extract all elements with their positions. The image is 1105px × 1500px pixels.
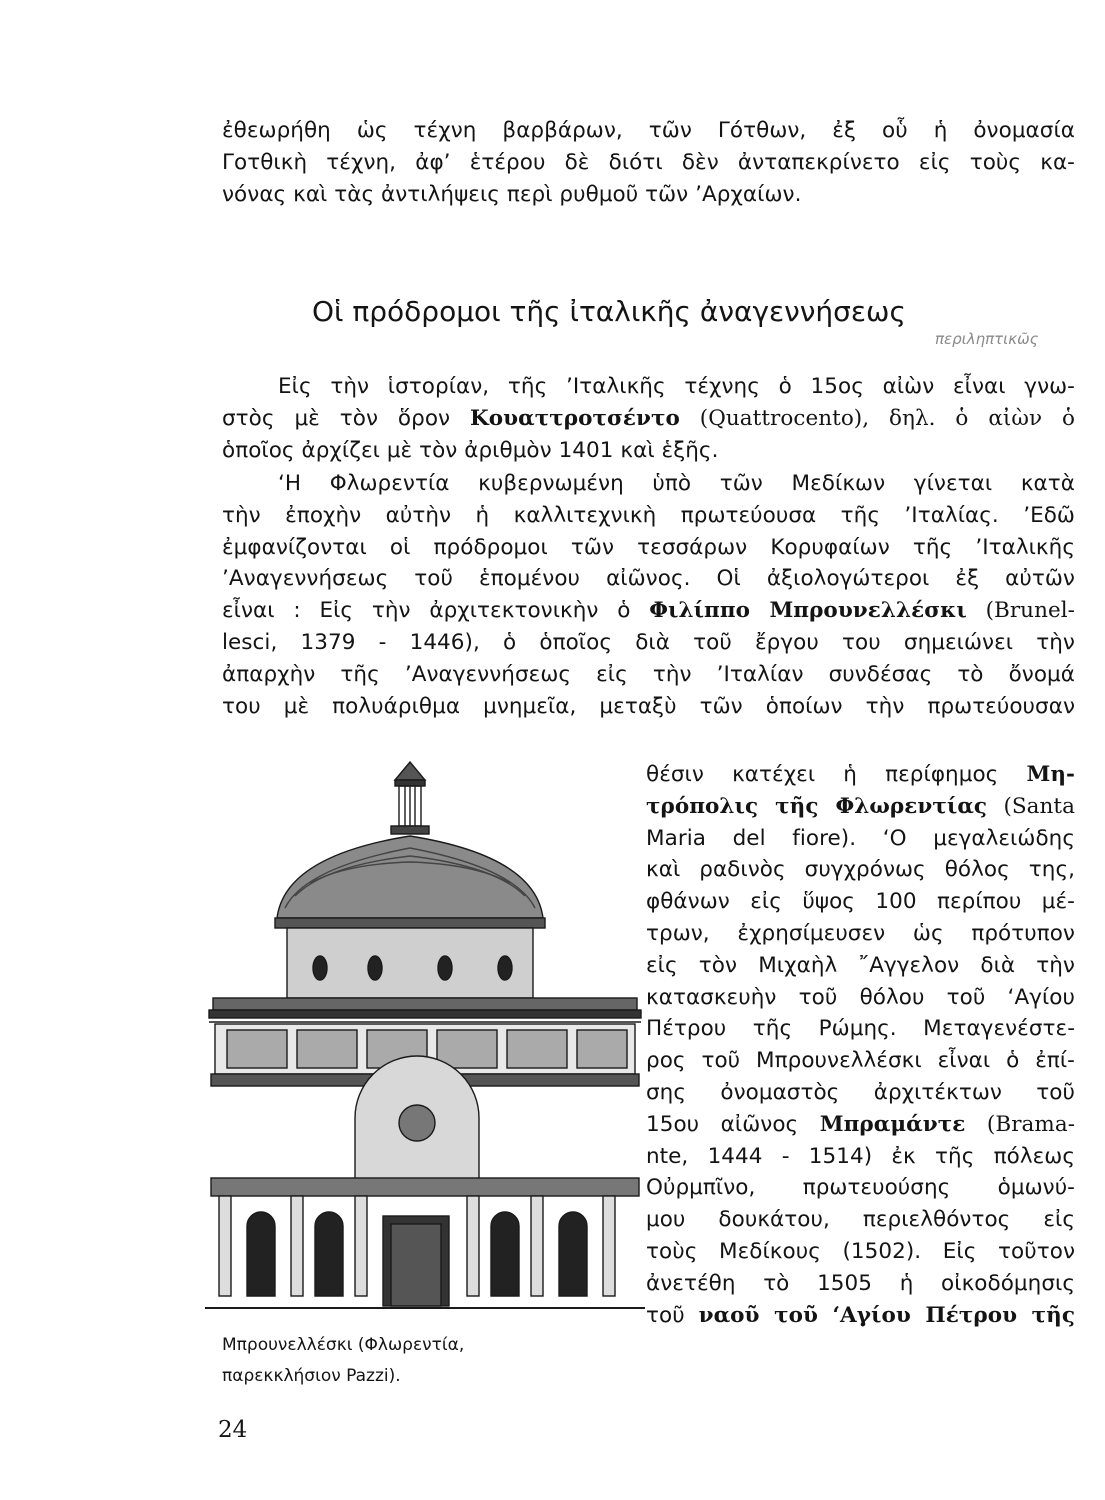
quattrocento-paragraph: [222, 371, 1075, 466]
text-line: εἰς τὸν Μιχαὴλ ῎Αγγελον διὰ τὴν: [646, 952, 1075, 978]
text-line: [222, 595, 1075, 627]
text-line: κατασκευὴν τοῦ θόλου τοῦ ‘Αγίου: [646, 984, 1075, 1010]
page-number: 24: [218, 1417, 248, 1443]
term-quattrocento: Κουαττροτσέντο: [470, 405, 680, 431]
text-line: τὴν ἐποχὴν αὐτὴν ἡ καλλιτεχνικὴ πρωτεύουσα τῆς ’Ιταλίας. ’Εδῶ: [222, 502, 1075, 528]
text-line: ἀπαρχὴν τῆς ’Αναγεννήσεως εἰς τὴν ’Ιταλίαν συνδέσας τὸ ὄνομά: [222, 661, 1075, 687]
text-segment: (Quattrocento), δηλ. ὁ αἰὼν ὁ: [699, 405, 1075, 431]
intro-paragraph: [222, 115, 1075, 210]
caption-line: Μπρουνελλέσκι (Φλωρεντία,: [222, 1335, 465, 1355]
text-line: Γοτθικὴ τέχνη, ἀφ’ ἑτέρου δὲ διότι δὲν ἀνταπεκρίνετο εἰς τοὺς κα-: [222, 149, 1075, 175]
text-segment: 15ου αἰῶνος: [646, 1111, 799, 1137]
text-line: ‘Η Φλωρεντία κυβερνωμένη ὑπὸ τῶν Μεδίκων γίνεται κατὰ: [278, 471, 1075, 496]
text-line: lesci, 1379 - 1446), ὁ ὁποῖος διὰ τοῦ ἔργου του σημειώνει τὴν: [222, 629, 1075, 655]
text-segment: (Santa: [1003, 793, 1075, 819]
text-segment: (Brama-: [986, 1111, 1076, 1137]
caption-line: παρεκκλήσιον Pazzi).: [222, 1366, 401, 1386]
text-line: [646, 791, 1075, 823]
text-line: Εἰς τὴν ἱστορίαν, τῆς ’Ιταλικῆς τέχνης ὁ 15ος αἰὼν εἶναι γνω-: [278, 374, 1075, 399]
text-line: ἐμφανίζονται οἱ πρόδρομοι τῶν τεσσάρων Κορυφαίων τῆς ’Ιταλικῆς: [222, 534, 1075, 560]
text-line: νόνας καὶ τὰς ἀντιλήψεις περὶ ρυθμοῦ τῶν ’Αρχαίων.: [222, 181, 802, 207]
text-line: Οὐρμπῖνο, πρωτευούσης ὁμωνύ-: [646, 1175, 1075, 1201]
text-line: [646, 1300, 1075, 1332]
text-line: [222, 403, 1075, 435]
pazzi-chapel-drawing: [205, 758, 645, 1318]
text-line: nte, 1444 - 1514) ἐκ τῆς πόλεως: [646, 1143, 1075, 1169]
term-metropolis: Μη-: [1026, 762, 1075, 787]
text-line: Maria del fiore). ‘Ο μεγαλειώδης: [646, 825, 1075, 851]
cathedral-paragraph: [646, 759, 1075, 1331]
name-bramante: Μπραμάντε: [819, 1111, 966, 1137]
text-line: φθάνων εἰς ὕψος 100 περίπου μέ-: [646, 889, 1075, 915]
text-line: ἀνετέθη τὸ 1505 ἡ οἰκοδόμησις: [646, 1270, 1075, 1296]
text-segment: θέσιν κατέχει ἡ περίφημος: [646, 762, 999, 787]
text-line: Πέτρου τῆς Ρώμης. Μεταγενέστε-: [646, 1016, 1075, 1042]
text-line: ρος τοῦ Μπρουνελλέσκι εἶναι ὁ ἐπί-: [646, 1048, 1075, 1074]
text-segment: στὸς μὲ τὸν ὅρον: [222, 405, 451, 431]
text-segment: τοῦ: [646, 1302, 685, 1328]
text-line: του μὲ πολυάριθμα μνημεῖα, μεταξὺ τῶν ὁποίων τὴν πρωτεύουσαν: [222, 693, 1075, 719]
text-line: σης ὀνομαστὸς ἀρχιτέκτων τοῦ: [646, 1079, 1075, 1105]
text-segment: (Brunel-: [985, 598, 1075, 624]
pazzi-chapel-illustration: [205, 758, 645, 1318]
figure-caption: [222, 1330, 552, 1392]
text-line: ’Αναγεννήσεως τοῦ ἑπομένου αἰῶνος. Οἱ ἀξιολογώτεροι ἐξ αὐτῶν: [222, 566, 1075, 592]
text-line: τοὺς Μεδίκους (1502). Εἰς τοῦτον: [646, 1238, 1075, 1264]
text-line: [646, 1109, 1075, 1141]
text-line: τρων, ἐχρησίμευσεν ὡς πρότυπον: [646, 920, 1075, 946]
text-line: μου δουκάτου, περιελθόντος εἰς: [646, 1207, 1075, 1233]
text-line: [646, 759, 1075, 791]
text-line: ὁποῖος ἀρχίζει μὲ τὸν ἀριθμὸν 1401 καὶ ἑξῆς.: [222, 437, 719, 463]
text-line: ἐθεωρήθη ὡς τέχνη βαρβάρων, τῶν Γότθων, ἐξ οὗ ἡ ὀνομασία: [222, 118, 1075, 143]
text-line: καὶ ραδινὸς συγχρόνως θόλος της,: [646, 857, 1075, 883]
term-metropolis: τρόπολις τῆς Φλωρεντίας: [646, 793, 988, 819]
florence-paragraph: [222, 468, 1075, 722]
handwritten-margin-note: περιληπτικῶς: [935, 330, 1039, 348]
section-heading: Οἱ πρόδρομοι τῆς ἰταλικῆς ἀναγεννήσεως: [312, 295, 906, 328]
term-st-peter: ναοῦ τοῦ ‘Αγίου Πέτρου τῆς: [698, 1302, 1075, 1328]
text-segment: εἶναι : Εἰς τὴν ἀρχιτεκτονικὴν ὁ: [222, 598, 631, 624]
name-brunelleschi: Φιλίππο Μπρουνελλέσκι: [649, 598, 967, 624]
